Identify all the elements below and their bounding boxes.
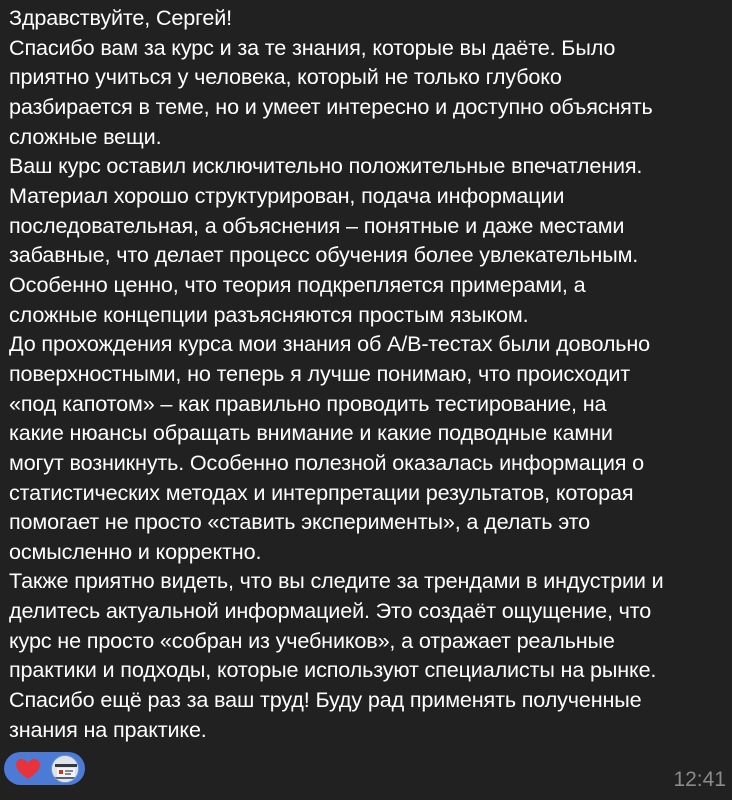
message-line: Особенно ценно, что теория подкрепляется примерами, а [9,271,586,297]
message-line: разбирается в теме, но и умеет интересно и доступно объяснять [9,93,653,119]
message-line: Также приятно видеть, что вы следите за трендами в индустрии и [9,568,664,594]
message-line: делитесь актуальной информацией. Это создаёт ощущение, что [9,598,652,624]
message-line: Здравствуйте, Сергей! [9,5,233,30]
message-line: Материал хорошо структурирован, подача информации [9,182,565,208]
message-line: осмысленно и корректно. [9,538,262,564]
message-line: Спасибо ещё раз за ваш труд! Буду рад применять полученные [9,687,642,713]
avatar-image [52,756,79,783]
message-line: знания на практике. [9,716,207,742]
message-line: поверхностными, но теперь я лучше понимаю, что происходит [9,360,631,386]
message-line: До прохождения курса мои знания об A/B-тестах были довольно [9,331,651,357]
message-line: Спасибо вам за курс и за те знания, которые вы даёте. Было [9,34,616,60]
message-line: сложные концепции разъясняются простым языком. [9,301,529,327]
reaction-pill[interactable] [4,752,85,785]
message-line: приятно учиться у человека, который не только глубоко [9,64,562,90]
message-line: практики и подходы, которые используют специалисты на рынке. [9,657,657,683]
avatar[interactable] [51,755,79,783]
message-line: забавные, что делает процесс обучения более увлекательным. [9,242,639,268]
message-line: курс не просто «собран из учебников», а отражает реальные [9,627,615,653]
heart-icon [15,758,41,780]
message-line: сложные вещи. [9,123,162,149]
message-text [9,3,727,744]
message-timestamp: 12:41 [673,768,726,791]
message-line: помогает не просто «ставить эксперименты», а делать это [9,509,590,535]
message-line: могут возникнуть. Особенно полезной оказалась информация о [9,449,645,475]
message-line: Ваш курс оставил исключительно положительные впечатления. [9,153,643,179]
message-line: «под капотом» – как правильно проводить тестирование, на [9,390,607,416]
message-line: статистических методах и интерпретации результатов, которая [9,479,634,505]
message-line: последовательная, а объяснения – понятные и даже местами [9,212,625,238]
message-line: какие нюансы обращать внимание и какие подводные камни [9,420,613,446]
